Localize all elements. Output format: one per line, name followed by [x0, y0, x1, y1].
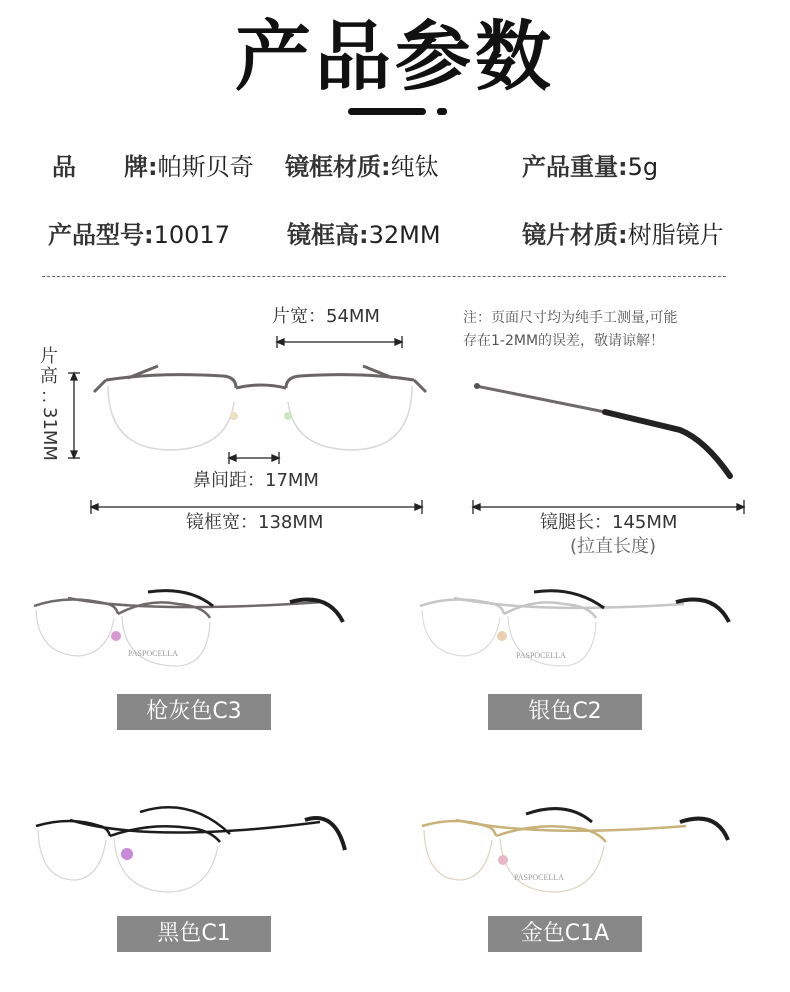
- brand-print-gunmetal: PASPOCELLA: [128, 649, 178, 658]
- color-label-gold: 金色C1A: [488, 916, 642, 952]
- temple-drawing: [470, 378, 750, 488]
- lens-height-label: [38, 347, 60, 461]
- measure-note-line1: 注：页面尺寸均为纯手工测量,可能: [463, 310, 678, 326]
- spec-lens-material-key: 镜片材质:: [522, 221, 628, 249]
- spec-material-key: 镜框材质:: [285, 153, 391, 181]
- lens-width-label: 片宽：54MM: [272, 306, 380, 327]
- temple-length-note: (拉直长度): [570, 536, 657, 557]
- glasses-gold-image: [416, 796, 736, 896]
- lens-height-char-2: 高: [40, 366, 58, 387]
- measure-note-line2: 存在1-2MM的误差，敬请谅解！: [463, 333, 665, 349]
- lens-height-char-1: 片: [40, 346, 58, 367]
- temple-length-label: 镜腿长：145MM: [540, 512, 678, 533]
- spec-material-value: 纯钛: [390, 153, 439, 181]
- glasses-silver-image: [414, 584, 734, 674]
- color-label-black: 黑色C1: [117, 916, 271, 952]
- spec-lens-material-value: 树脂镜片: [627, 221, 724, 249]
- lens-height-value: 31MM: [39, 407, 60, 461]
- glasses-black-image: [30, 796, 350, 896]
- frame-width-label: 镜框宽：138MM: [186, 512, 324, 533]
- front-view-glasses: [88, 362, 433, 462]
- glasses-gunmetal-image: [28, 584, 348, 674]
- spec-frame-height-value: 32MM: [368, 221, 441, 249]
- spec-weight-value: 5g: [627, 153, 659, 181]
- color-label-silver: 银色C2: [488, 694, 642, 730]
- spec-model-value: 10017: [153, 221, 230, 249]
- spec-frame-height-key: 镜框高:: [287, 221, 369, 249]
- bridge-label: 鼻间距：17MM: [193, 470, 319, 491]
- brand-print-silver: PASPOCELLA: [516, 651, 566, 660]
- spec-model-key: 产品型号:: [48, 221, 154, 249]
- spec-brand-key: 品 牌:: [52, 153, 158, 181]
- spec-weight-key: 产品重量:: [522, 153, 628, 181]
- page-title: 产品参数: [235, 12, 555, 101]
- brand-print-gold: PASPOCELLA: [514, 873, 564, 882]
- spec-brand-value: 帕斯贝奇: [157, 153, 254, 181]
- lens-height-char-3: ：: [40, 386, 58, 407]
- color-label-gunmetal: 枪灰色C3: [117, 694, 271, 730]
